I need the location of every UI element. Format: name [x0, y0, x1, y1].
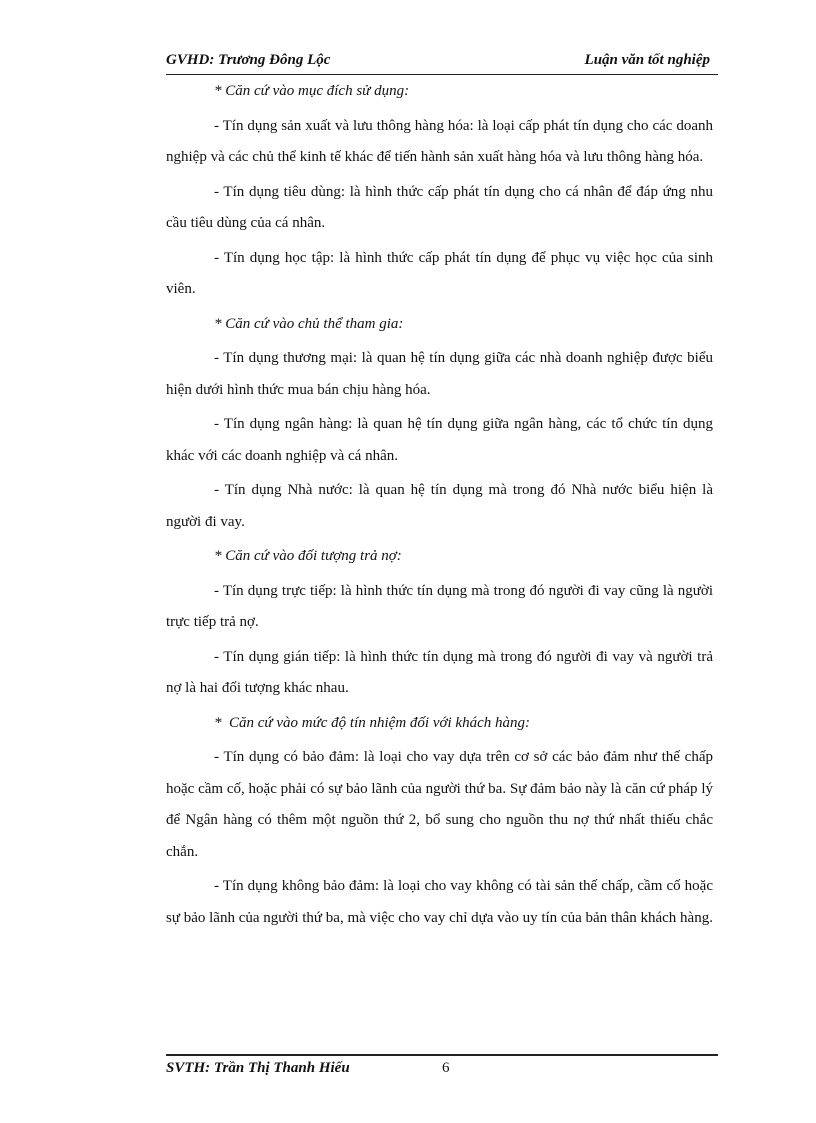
paragraph: - Tín dụng thương mại: là quan hệ tín dụng giữa các nhà doanh nghiệp được biểu hiện dưới hình thức mua bán chịu hàng hóa.	[166, 350, 713, 398]
header-doc-type: Luận văn tốt nghiệp	[584, 52, 710, 68]
page-body	[166, 76, 713, 937]
paragraph: - Tín dụng Nhà nước: là quan hệ tín dụng mà trong đó Nhà nước biểu hiện là người đi vay.	[166, 482, 713, 530]
paragraph: - Tín dụng ngân hàng: là quan hệ tín dụng giữa ngân hàng, các tổ chức tín dụng khác với các doanh nghiệp và cá nhân.	[166, 416, 713, 464]
section-heading: * Căn cứ vào mục đích sử dụng:	[214, 83, 410, 99]
page-number: 6	[442, 1060, 450, 1076]
page-footer	[166, 1054, 718, 1080]
header-advisor: GVHD: Trương Đông Lộc	[166, 52, 331, 68]
paragraph: - Tín dụng sản xuất và lưu thông hàng hóa: là loại cấp phát tín dụng cho các doanh nghiệp và các chủ thể kinh tế khác để tiến hành sản xuất hàng hóa và lưu thông hàng hóa.	[166, 117, 713, 165]
section-heading: * Căn cứ vào chủ thể tham gia:	[214, 315, 404, 332]
paragraph: - Tín dụng trực tiếp: là hình thức tín dụng mà trong đó người đi vay cũng là người trực tiếp trả nợ.	[166, 582, 713, 630]
paragraph: - Tín dụng tiêu dùng: là hình thức cấp phát tín dụng cho cá nhân để đáp ứng nhu cầu tiêu dùng của cá nhân.	[166, 183, 713, 231]
paragraph: - Tín dụng gián tiếp: là hình thức tín dụng mà trong đó người đi vay và người trả nợ là hai đối tượng khác nhau.	[166, 648, 713, 696]
footer-author: SVTH: Trần Thị Thanh Hiếu	[166, 1060, 350, 1076]
paragraph: - Tín dụng học tập: là hình thức cấp phát tín dụng để phục vụ việc học của sinh viên.	[166, 249, 713, 297]
page-header	[166, 52, 718, 75]
section-heading: * Căn cứ vào mức độ tín nhiệm đối với khách hàng:	[214, 714, 530, 731]
paragraph: - Tín dụng có bảo đảm: là loại cho vay dựa trên cơ sở các bảo đảm như thế chấp hoặc cầm cố, hoặc phải có sự bảo lãnh của người thứ ba. Sự đảm bảo này là căn cứ pháp lý để Ngân hàng có thêm một nguồn thứ 2, bổ sung cho nguồn thu nợ thứ nhất thiếu chắc chắn.	[166, 749, 713, 860]
section-heading: * Căn cứ vào đối tượng trả nợ:	[214, 548, 402, 564]
paragraph: - Tín dụng không bảo đảm: là loại cho vay không có tài sản thế chấp, cầm cố hoặc sự bảo lãnh của người thứ ba, mà việc cho vay chỉ dựa vào uy tín của bản thân khách hàng.	[166, 878, 713, 926]
